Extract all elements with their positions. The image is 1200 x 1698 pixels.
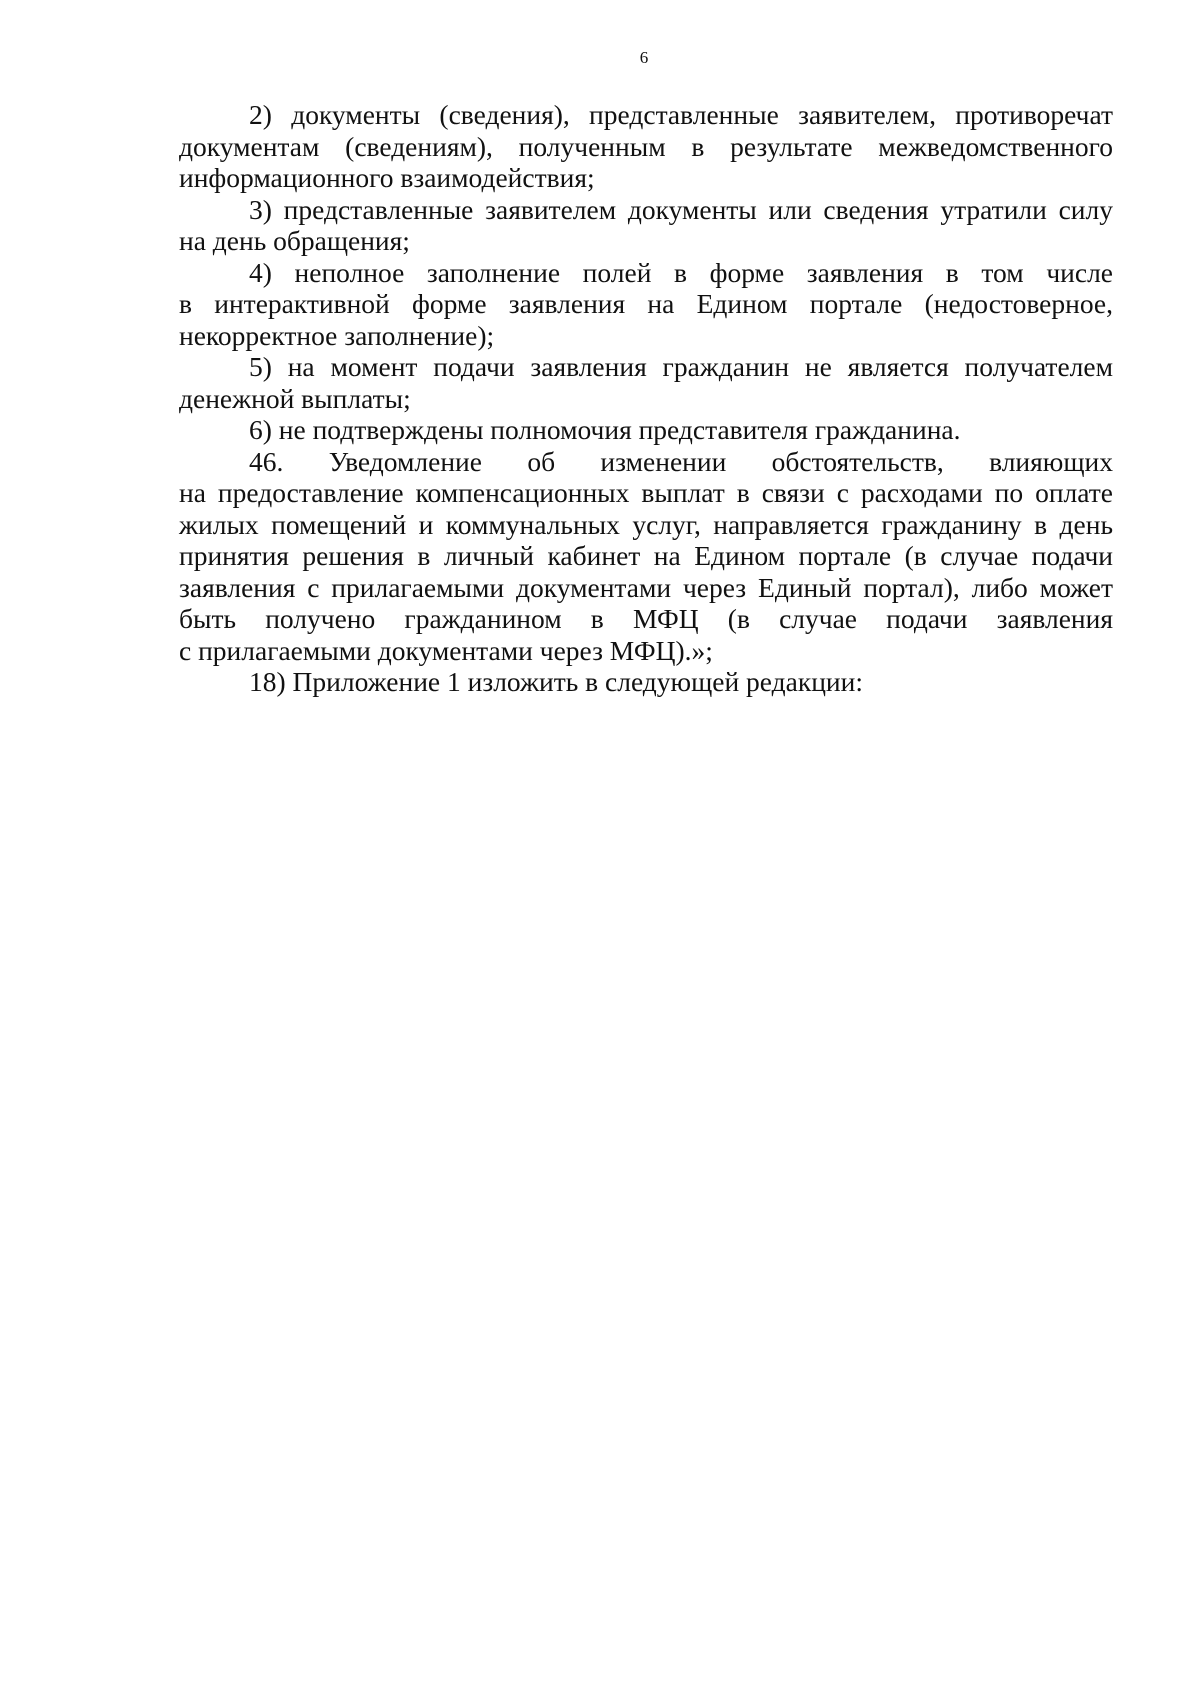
text-line: 4) неполное заполнение полей в форме заявления в том числе [249, 256, 1113, 288]
page-number: 6 [639, 48, 649, 67]
paragraph-item-2 [179, 99, 1113, 194]
text-line: принятия решения в личный кабинет на Едином портале (в случае подачи [179, 540, 1113, 571]
text-line: жилых помещений и коммунальных услуг, направляется гражданину в день [179, 508, 1113, 540]
text-line: заявления с прилагаемыми документами через Единый портал), либо может [179, 571, 1113, 603]
text-line: информационного взаимодействия; [179, 162, 595, 193]
text-line: 5) на момент подачи заявления гражданин не является получателем [249, 351, 1113, 382]
document-body [179, 99, 1113, 698]
text-line: 46. Уведомление об изменении обстоятельств, влияющих [249, 445, 1113, 477]
text-line: некорректное заполнение); [179, 319, 495, 351]
text-line: денежной выплаты; [179, 382, 411, 414]
text-line: 6) не подтверждены полномочия представителя гражданина. [249, 414, 961, 445]
text-line: с прилагаемыми документами через МФЦ).»; [179, 634, 713, 666]
text-line: 18) Приложение 1 изложить в следующей редакции: [249, 666, 863, 697]
text-line: быть получено гражданином в МФЦ (в случае подачи заявления [179, 603, 1113, 634]
paragraph-item-18 [179, 666, 1113, 698]
text-line: в интерактивной форме заявления на Едином портале (недостоверное, [179, 288, 1113, 319]
text-line: 3) представленные заявителем документы или сведения утратили силу [249, 193, 1113, 225]
paragraph-item-6 [179, 414, 1113, 446]
paragraph-item-5 [179, 351, 1113, 414]
text-line: на предоставление компенсационных выплат в связи с расходами по оплате [179, 477, 1113, 508]
paragraph-item-4 [179, 257, 1113, 352]
text-line: документам (сведениям), полученным в результате межведомственного [179, 130, 1113, 162]
text-line: на день обращения; [179, 225, 410, 256]
paragraph-clause-46 [179, 446, 1113, 667]
text-line: 2) документы (сведения), представленные заявителем, противоречат [249, 99, 1113, 130]
paragraph-item-3 [179, 194, 1113, 257]
